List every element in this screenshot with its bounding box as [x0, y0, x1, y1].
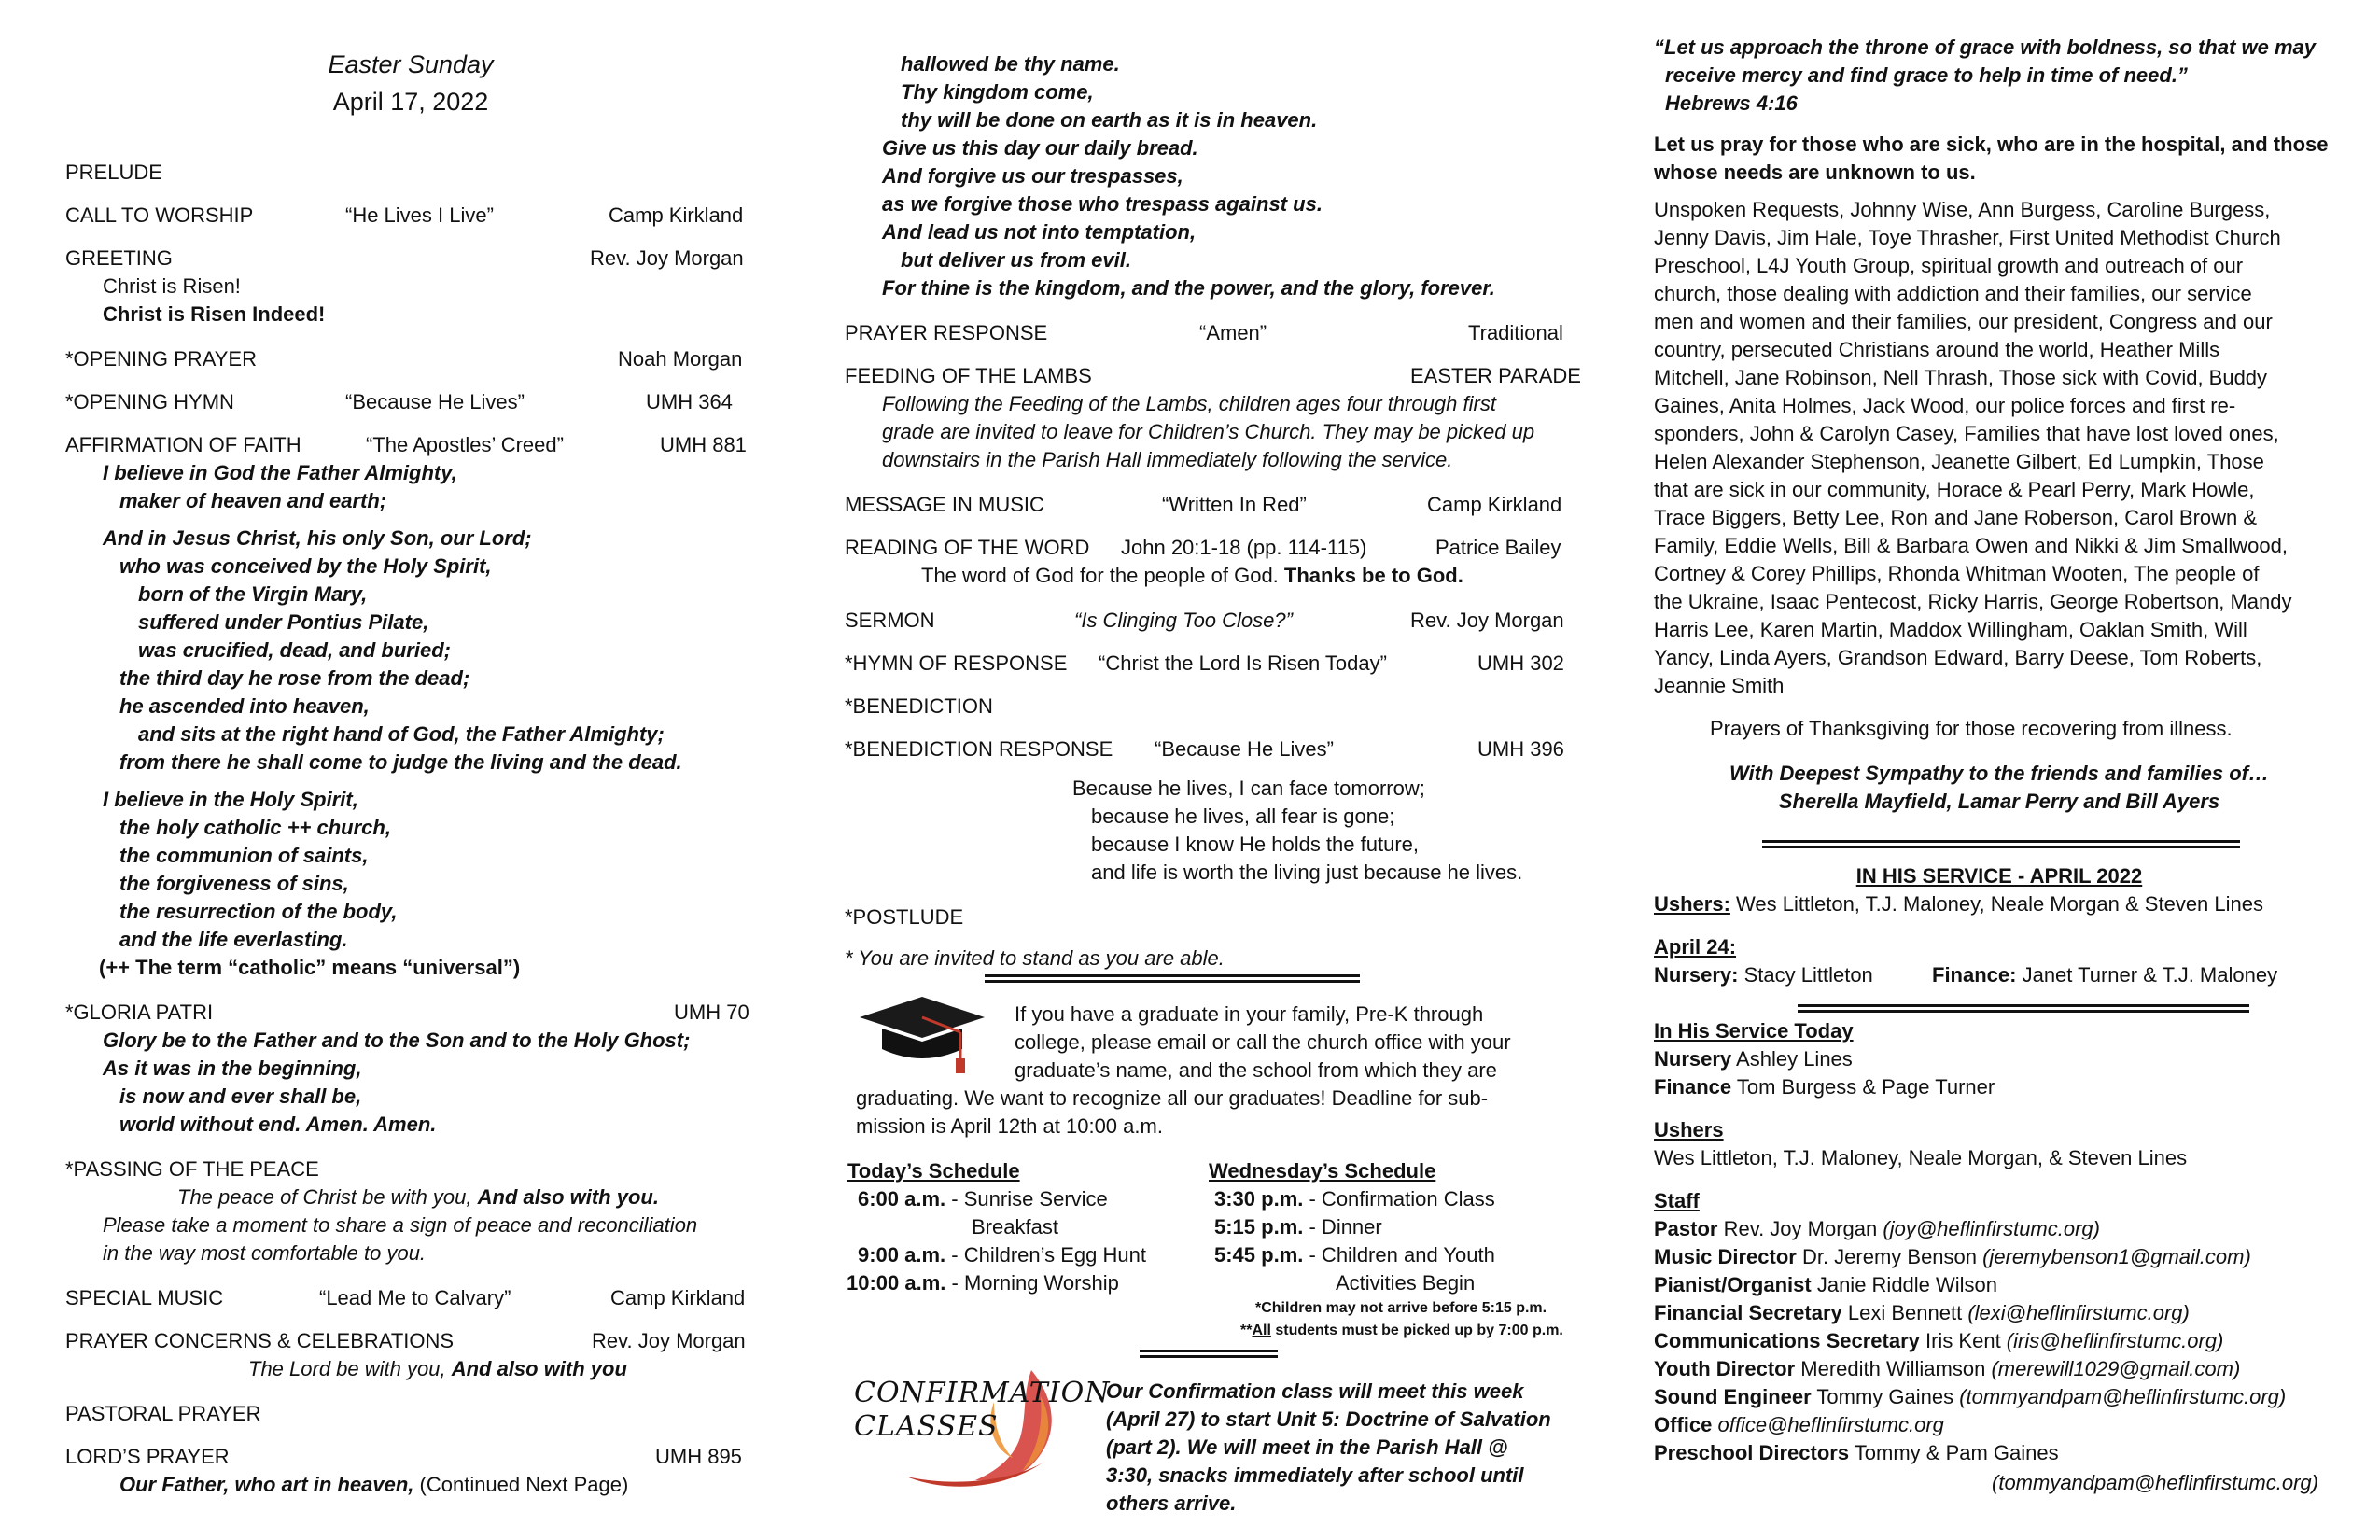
prayer-names-line: Unspoken Requests, Johnny Wise, Ann Burgess, Caroline Burgess,: [1654, 198, 2271, 221]
special-music-performer: Camp Kirkland: [610, 1286, 746, 1309]
benediction-response-title: “Because He Lives”: [1155, 737, 1334, 761]
today-finance-label: Finance: [1654, 1075, 1732, 1099]
lords-prayer-line: [119, 1471, 628, 1499]
benediction-response-ref: UMH 396: [1477, 737, 1564, 761]
lords-prayer-ref: UMH 895: [655, 1445, 742, 1468]
today-nursery-value: Ashley Lines: [1731, 1047, 1853, 1071]
prayer-line: Thy kingdom come,: [901, 80, 1094, 104]
reading-ref: John 20:1-18 (pp. 114-115): [1121, 536, 1367, 559]
prayer-line: Give us this day our daily bread.: [882, 136, 1198, 160]
call-title: “He Lives I Live”: [345, 203, 494, 227]
staff-row: [1654, 1411, 1944, 1439]
confirmation-line: others arrive.: [1106, 1491, 1237, 1515]
prayer-names-line: Cortney & Corey Phillips, Rhonda Whitman Wooten, The people of: [1654, 562, 2260, 585]
staff-role: Sound Engineer: [1654, 1385, 1812, 1408]
schedule-item: Breakfast: [972, 1215, 1058, 1239]
note-emphasis: All: [1252, 1323, 1271, 1338]
staff-row: [1654, 1383, 2286, 1411]
column-order-of-worship: [65, 0, 756, 1540]
schedule-text: - Confirmation Class: [1303, 1187, 1495, 1211]
staff-email: (jeremybenson1@gmail.com): [1982, 1245, 2251, 1268]
pastoral-prayer-label: PASTORAL PRAYER: [65, 1402, 261, 1425]
lords-prayer-first-line: Our Father, who art in heaven,: [119, 1473, 420, 1496]
schedule-text: - Children’s Egg Hunt: [945, 1243, 1146, 1267]
staff-row: [1654, 1327, 2223, 1355]
call-performer: Camp Kirkland: [609, 203, 744, 227]
graduation-cap-icon: [852, 991, 992, 1079]
wednesday-schedule-heading: Wednesday’s Schedule: [1209, 1159, 1436, 1183]
confirmation-logo: [845, 1365, 1111, 1495]
staff-name: Janie Riddle Wilson: [1811, 1273, 1998, 1296]
service-title: Easter Sunday: [328, 50, 494, 78]
creed-line: suffered under Pontius Pilate,: [138, 610, 429, 634]
column-order-continued: [845, 0, 1581, 1540]
staff-role: Preschool Directors: [1654, 1441, 1850, 1464]
special-music-title: “Lead Me to Calvary”: [319, 1286, 511, 1309]
hymn-response-title: “Christ the Lord Is Risen Today”: [1099, 651, 1387, 675]
staff-name: Dr. Jeremy Benson: [1796, 1245, 1983, 1268]
prayer-line: And lead us not into temptation,: [882, 220, 1197, 244]
gloria-line: As it was in the beginning,: [103, 1057, 362, 1080]
gloria-line: Glory be to the Father and to the Son and to the Holy Ghost;: [103, 1029, 691, 1052]
greeting-line-2: Christ is Risen Indeed!: [103, 302, 326, 326]
creed-line: born of the Virgin Mary,: [138, 582, 368, 606]
staff-role: Communications Secretary: [1654, 1329, 1920, 1352]
creed-line: from there he shall come to judge the living and the dead.: [119, 750, 682, 774]
prayer-names-line: Trace Biggers, Betty Lee, Ron and Jane Roberson, Carol Brown &: [1654, 506, 2258, 529]
staff-heading: Staff: [1654, 1189, 1700, 1212]
peace-response: And also with you.: [477, 1185, 659, 1209]
schedule-item: [1214, 1213, 1382, 1241]
concerns-call: The Lord be with you,: [248, 1357, 452, 1380]
creed-line: the holy catholic ++ church,: [119, 816, 391, 839]
schedule-time: 10:00 a.m.: [847, 1271, 946, 1295]
staff-role: Youth Director: [1654, 1357, 1796, 1380]
creed-line: maker of heaven and earth;: [119, 489, 387, 512]
divider-rule: [985, 974, 1360, 983]
gloria-ref: UMH 70: [674, 1001, 749, 1024]
ushers-label: Ushers:: [1654, 892, 1730, 916]
opening-hymn-label: *OPENING HYMN: [65, 390, 234, 413]
scripture-verse-line-1: “Let us approach the throne of grace with boldness, so that we may: [1654, 35, 2317, 59]
call-label: CALL TO WORSHIP: [65, 203, 254, 227]
feeding-event: EASTER PARADE: [1410, 364, 1581, 387]
opening-prayer-label: *OPENING PRAYER: [65, 347, 257, 371]
opening-hymn-title: “Because He Lives”: [345, 390, 525, 413]
concerns-response: And also with you: [451, 1357, 627, 1380]
schedule-text: - Children and Youth: [1303, 1243, 1495, 1267]
prayer-names-line: church, those dealing with addiction and their families, our service: [1654, 282, 2252, 305]
reading-answer: Thanks be to God.: [1283, 564, 1463, 587]
today-finance-line: [1654, 1073, 1995, 1101]
creed-line: and sits at the right hand of God, the Father Almighty;: [138, 722, 665, 746]
creed-line: the resurrection of the body,: [119, 900, 398, 923]
prayer-line: thy will be done on earth as it is in heaven.: [901, 108, 1318, 132]
schedule-text: - Dinner: [1303, 1215, 1382, 1239]
april-24-heading: April 24:: [1654, 935, 1737, 959]
feeding-line: grade are invited to leave for Children’s Church. They may be picked up: [882, 420, 1535, 443]
staff-row: [1654, 1215, 2100, 1243]
peace-line-2: Please take a moment to share a sign of peace and reconciliation: [103, 1213, 698, 1237]
prayer-line: For thine is the kingdom, and the power, and the glory, forever.: [882, 276, 1495, 300]
lords-prayer-label: LORD’S PRAYER: [65, 1445, 230, 1468]
nursery-label: Nursery:: [1654, 963, 1739, 987]
lyrics-line: Because he lives, I can face tomorrow;: [1072, 777, 1425, 800]
prayer-names-line: that are sick in our community, Horace & Pearl Perry, Mark Howle,: [1654, 478, 2255, 501]
prayer-names-line: Preschool, L4J Youth Group, spiritual growth and outreach of our: [1654, 254, 2244, 277]
feeding-line: downstairs in the Parish Hall immediately following the service.: [882, 448, 1453, 471]
schedule-item: [847, 1269, 1119, 1297]
prayer-response-title: “Amen”: [1199, 321, 1267, 344]
graduate-line: college, please email or call the church office with your: [1015, 1030, 1511, 1054]
creed-line: he ascended into heaven,: [119, 694, 370, 718]
concerns-line: [248, 1355, 627, 1383]
today-nursery-label: Nursery: [1654, 1047, 1732, 1071]
prayer-names-line: country, persecuted Christians around the world, Heather Mills: [1654, 338, 2220, 361]
stand-note: * You are invited to stand as you are able.: [845, 946, 1225, 970]
affirmation-title: “The Apostles’ Creed”: [366, 433, 564, 456]
prayer-names-line: Gaines, Anita Holmes, Jack Wood, our police forces and first re-: [1654, 394, 2236, 417]
hymn-response-label: *HYMN OF RESPONSE: [845, 651, 1068, 675]
nursery-line: [1654, 961, 1873, 989]
hymn-response-ref: UMH 302: [1477, 651, 1564, 675]
sermon-title: “Is Clinging Too Close?”: [1074, 609, 1293, 632]
feeding-line: Following the Feeding of the Lambs, children ages four through first: [882, 392, 1496, 415]
affirmation-ref: UMH 881: [660, 433, 747, 456]
postlude-label: *POSTLUDE: [845, 905, 964, 929]
confirmation-line: (part 2). We will meet in the Parish Hall @: [1106, 1435, 1508, 1459]
sermon-preacher: Rev. Joy Morgan: [1410, 609, 1564, 632]
schedule-text: - Morning Worship: [945, 1271, 1119, 1295]
prayer-names-line: men and women and their families, our president, Congress and our: [1654, 310, 2273, 333]
benediction-label: *BENEDICTION: [845, 694, 993, 718]
confirmation-logo-line-1: CONFIRMATION: [854, 1377, 1111, 1409]
ushers-line: [1654, 890, 2263, 918]
opening-prayer-leader: Noah Morgan: [618, 347, 743, 371]
greeting-leader: Rev. Joy Morgan: [590, 246, 744, 270]
staff-email: (lexi@heflinfirstumc.org): [1967, 1301, 2190, 1324]
creed-line: I believe in the Holy Spirit,: [103, 788, 358, 811]
staff-role: Pastor: [1654, 1217, 1718, 1240]
schedule-text: - Sunrise Service: [945, 1187, 1108, 1211]
reading-label: READING OF THE WORD: [845, 536, 1090, 559]
schedule-time: 9:00 a.m.: [858, 1243, 946, 1267]
sympathy-line-2: Sherella Mayfield, Lamar Perry and Bill Ayers: [1778, 790, 2220, 813]
prayer-names-line: Mitchell, Jane Robinson, Nell Thrash, Those sick with Covid, Buddy: [1654, 366, 2268, 389]
staff-role: Music Director: [1654, 1245, 1797, 1268]
graduate-line: If you have a graduate in your family, Pre-K through: [1015, 1002, 1484, 1026]
column-prayers-and-service: [1654, 0, 2345, 1540]
concerns-leader: Rev. Joy Morgan: [592, 1329, 746, 1352]
staff-row: [1654, 1355, 2240, 1383]
peace-label: *PASSING OF THE PEACE: [65, 1157, 319, 1181]
creed-line: the third day he rose from the dead;: [119, 666, 470, 690]
creed-line: the forgiveness of sins,: [119, 872, 349, 895]
nursery-value: Stacy Littleton: [1738, 963, 1873, 987]
prayer-names-line: Harris Lee, Karen Martin, Maddox Willingham, Oaklan Smith, Will: [1654, 618, 2247, 641]
opening-hymn-ref: UMH 364: [646, 390, 733, 413]
today-finance-value: Tom Burgess & Page Turner: [1731, 1075, 1995, 1099]
feeding-label: FEEDING OF THE LAMBS: [845, 364, 1092, 387]
staff-row: [1654, 1271, 1997, 1299]
ushers-value: Wes Littleton, T.J. Maloney, Neale Morgan & Steven Lines: [1729, 892, 2263, 916]
confirmation-line: 3:30, snacks immediately after school until: [1106, 1463, 1524, 1487]
creed-line: the communion of saints,: [119, 844, 369, 867]
today-schedule-heading: Today’s Schedule: [847, 1159, 1020, 1183]
finance-label: Finance:: [1932, 963, 2017, 987]
creed-line: and the life everlasting.: [119, 928, 348, 951]
message-title: “Written In Red”: [1162, 493, 1307, 516]
lyrics-line: because he lives, all fear is gone;: [1091, 805, 1395, 828]
schedule-time: 3:30 p.m.: [1214, 1187, 1304, 1211]
prayer-response-label: PRAYER RESPONSE: [845, 321, 1048, 344]
creed-line: I believe in God the Father Almighty,: [103, 461, 457, 484]
prelude-label: PRELUDE: [65, 161, 162, 184]
graduate-line: graduate’s name, and the school from which they are: [1015, 1058, 1497, 1082]
staff-name: Meredith Williamson: [1795, 1357, 1992, 1380]
schedule-time: 5:45 p.m.: [1214, 1243, 1304, 1267]
today-nursery-line: [1654, 1045, 1853, 1073]
schedule-time: 6:00 a.m.: [858, 1187, 946, 1211]
benediction-response-label: *BENEDICTION RESPONSE: [845, 737, 1113, 761]
schedule-item: Activities Begin: [1336, 1271, 1476, 1295]
prayer-intro-line-1: Let us pray for those who are sick, who are in the hospital, and those: [1654, 133, 2329, 156]
staff-row: [1654, 1299, 2190, 1327]
special-music-label: SPECIAL MUSIC: [65, 1286, 224, 1309]
gloria-line: world without end. Amen. Amen.: [119, 1113, 437, 1136]
schedule-item: [1214, 1241, 1495, 1269]
staff-email: (merewill1029@gmail.com): [1991, 1357, 2241, 1380]
today-ushers-value: Wes Littleton, T.J. Maloney, Neale Morgan, & Steven Lines: [1654, 1146, 2188, 1169]
staff-name: Tommy Gaines: [1811, 1385, 1960, 1408]
creed-line: was crucified, dead, and buried;: [138, 638, 451, 662]
confirmation-line: Our Confirmation class will meet this week: [1106, 1379, 1524, 1403]
staff-role: Pianist/Organist: [1654, 1273, 1812, 1296]
staff-name: Rev. Joy Morgan: [1717, 1217, 1883, 1240]
gloria-label: *GLORIA PATRI: [65, 1001, 214, 1024]
peace-call: The peace of Christ be with you,: [177, 1185, 478, 1209]
divider-rule: [1762, 840, 2240, 848]
creed-line: And in Jesus Christ, his only Son, our Lord;: [103, 526, 532, 550]
staff-email: (joy@heflinfirstumc.org): [1883, 1217, 2100, 1240]
prayer-line: but deliver us from evil.: [901, 248, 1131, 272]
graduate-line: graduating. We want to recognize all our graduates! Deadline for sub-: [856, 1086, 1489, 1110]
reading-call: The word of God for the people of God.: [921, 564, 1284, 587]
prayer-names-line: Jenny Davis, Jim Hale, Toye Thrasher, First United Methodist Church: [1654, 226, 2281, 249]
staff-name: Iris Kent: [1919, 1329, 2007, 1352]
schedule-note: [1240, 1320, 1563, 1342]
thanksgiving-line: Prayers of Thanksgiving for those recovering from illness.: [1710, 717, 2233, 740]
creed-note: (++ The term “catholic” means “universal”): [99, 956, 521, 979]
gloria-line: is now and ever shall be,: [119, 1085, 362, 1108]
graduate-line: mission is April 12th at 10:00 a.m.: [856, 1114, 1163, 1138]
reading-response: [921, 562, 1463, 590]
note-marker: **: [1240, 1323, 1253, 1338]
continued-note: (Continued Next Page): [419, 1473, 629, 1496]
prayer-names-line: Yancy, Linda Ayers, Grandson Edward, Barry Deese, Tom Roberts,: [1654, 646, 2262, 669]
prayer-names-line: Family, Eddie Wells, Bill & Barbara Owen and Nikki & Jim Smallwood,: [1654, 534, 2288, 557]
staff-email: (tommyandpam@heflinfirstumc.org): [1959, 1385, 2287, 1408]
staff-row: [1654, 1243, 2251, 1271]
staff-email: office@heflinfirstumc.org: [1717, 1413, 1944, 1436]
staff-email: (iris@heflinfirstumc.org): [2006, 1329, 2224, 1352]
prayer-line: hallowed be thy name.: [901, 52, 1120, 76]
sermon-label: SERMON: [845, 609, 935, 632]
schedule-time: 5:15 p.m.: [1214, 1215, 1304, 1239]
prayer-names-line: the Ukraine, Isaac Pentecost, Ricky Harris, George Robertson, Mandy: [1654, 590, 2292, 613]
peace-line-3: in the way most comfortable to you.: [103, 1241, 427, 1265]
reading-reader: Patrice Bailey: [1435, 536, 1561, 559]
in-his-service-heading: IN HIS SERVICE - APRIL 2022: [1855, 864, 2143, 888]
confirmation-logo-line-2: CLASSES: [854, 1410, 999, 1443]
greeting-line-1: Christ is Risen!: [103, 274, 241, 298]
prayer-names-line: Jeannie Smith: [1654, 674, 1785, 697]
schedule-note: *Children may not arrive before 5:15 p.m.: [1255, 1300, 1547, 1316]
concerns-label: PRAYER CONCERNS & CELEBRATIONS: [65, 1329, 455, 1352]
lyrics-line: because I know He holds the future,: [1091, 833, 1419, 856]
staff-role: Financial Secretary: [1654, 1301, 1842, 1324]
staff-role: Office: [1654, 1413, 1713, 1436]
note-text: students must be picked up by 7:00 p.m.: [1270, 1323, 1563, 1338]
staff-name: Tommy & Pam Gaines: [1849, 1441, 2059, 1464]
service-date: April 17, 2022: [332, 88, 489, 116]
schedule-item: [858, 1185, 1108, 1213]
creed-line: who was conceived by the Holy Spirit,: [119, 554, 492, 578]
prayer-line: as we forgive those who trespass against us.: [882, 192, 1323, 216]
prayer-names-line: Helen Alexander Stephenson, Jeanette Gilbert, Ed Lumpkin, Those: [1654, 450, 2264, 473]
schedule-item: [858, 1241, 1146, 1269]
schedule-item: [1214, 1185, 1495, 1213]
confirmation-line: (April 27) to start Unit 5: Doctrine of Salvation: [1106, 1407, 1551, 1431]
peace-line-1: [177, 1183, 659, 1211]
message-performer: Camp Kirkland: [1427, 493, 1562, 516]
prayer-intro-line-2: whose needs are unknown to us.: [1654, 161, 1976, 184]
service-today-heading: In His Service Today: [1654, 1019, 1854, 1043]
prayer-names-line: sponders, John & Carolyn Casey, Families that have lost loved ones,: [1654, 422, 2279, 445]
prayer-line: And forgive us our trespasses,: [882, 164, 1183, 188]
sympathy-line-1: With Deepest Sympathy to the friends and families of…: [1729, 762, 2269, 785]
finance-value: Janet Turner & T.J. Maloney: [2016, 963, 2278, 987]
prayer-response-source: Traditional: [1468, 321, 1563, 344]
affirmation-label: AFFIRMATION OF FAITH: [65, 433, 301, 456]
lyrics-line: and life is worth the living just because he lives.: [1091, 861, 1523, 884]
divider-rule: [1798, 1004, 2249, 1013]
scripture-reference: Hebrews 4:16: [1665, 91, 1798, 115]
staff-row: [1654, 1439, 2059, 1467]
message-label: MESSAGE IN MUSIC: [845, 493, 1044, 516]
preschool-email: (tommyandpam@heflinfirstumc.org): [1992, 1471, 2318, 1494]
greeting-label: GREETING: [65, 246, 173, 270]
finance-line: [1932, 961, 2277, 989]
staff-name: Lexi Bennett: [1841, 1301, 1968, 1324]
scripture-verse-line-2: receive mercy and find grace to help in time of need.”: [1665, 63, 2188, 87]
divider-rule: [1140, 1350, 1278, 1358]
today-ushers-heading: Ushers: [1654, 1118, 1724, 1141]
